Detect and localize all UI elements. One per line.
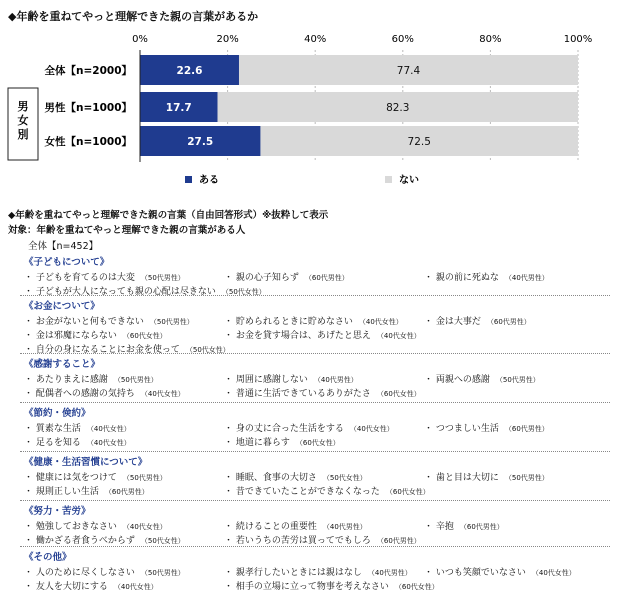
answer-text: ・ 規則正しい生活 (24, 487, 99, 497)
answer-category (24, 454, 610, 497)
respondent-label: （50代女性） (185, 346, 230, 354)
x-tick-label: 40% (304, 34, 327, 45)
answer-list (24, 470, 610, 497)
answer-text: ・ 睡眠、食事の大切さ (224, 473, 317, 483)
answer-list (24, 372, 610, 399)
answer-item (24, 533, 224, 546)
respondent-label: （50代女性） (221, 288, 266, 296)
category-title: 《節約・倹約》 (24, 408, 91, 419)
category-label: 女性【n=1000】 (44, 136, 132, 148)
answer-item (424, 270, 610, 283)
respondent-label: （60代女性） (295, 439, 340, 447)
answer-text: ・ 金は大事だ (424, 317, 481, 327)
answer-item (224, 328, 424, 341)
answer-category (24, 298, 610, 355)
category-separator (20, 546, 610, 547)
respondent-label: （50代男性） (140, 569, 185, 577)
answer-text: ・ 友人を大切にする (24, 582, 108, 592)
respondent-label: （60代男性） (104, 488, 149, 496)
answer-text: ・ 周囲に感謝しない (224, 375, 308, 385)
respondent-label: （60代女性） (122, 332, 167, 340)
respondent-label: （40代男性） (367, 569, 412, 577)
answer-text: ・ 配偶者への感謝の気持ち (24, 389, 135, 399)
answer-item (224, 579, 439, 592)
category-separator (20, 451, 610, 452)
answer-item (224, 470, 424, 483)
answer-category (24, 254, 610, 297)
answer-text: ・ 質素な生活 (24, 424, 81, 434)
answer-text: ・ 足るを知る (24, 438, 81, 448)
answer-item (224, 372, 424, 385)
respondent-label: （40代女性） (140, 390, 185, 398)
respondent-label: （50代男性） (113, 376, 158, 384)
answer-item (24, 579, 224, 592)
answer-item (24, 519, 224, 532)
x-tick-label: 0% (132, 34, 148, 45)
answer-text: ・ 歯と目は大切に (424, 473, 499, 483)
respondent-label: （50代男性） (504, 474, 549, 482)
answer-item (424, 565, 610, 578)
stacked-bar-chart (0, 0, 620, 200)
answer-text: ・ つつましい生活 (424, 424, 499, 434)
respondent-label: （50代男性） (149, 318, 194, 326)
answer-text: ・ 親の前に死ぬな (424, 273, 499, 283)
answer-text: ・ 人のために尽くしなさい (24, 568, 135, 578)
answer-text: ・ お金がないと何もできない (24, 317, 144, 327)
answer-text: ・ あたりまえに感謝 (24, 375, 108, 385)
legend-label: ない (399, 175, 419, 186)
answer-item (224, 519, 424, 532)
x-tick-label: 60% (391, 34, 414, 45)
chart-title: ◆年齢を重ねてやっと理解できた親の言葉があるか (8, 10, 259, 23)
answer-list (24, 519, 610, 546)
x-tick-label: 20% (216, 34, 239, 45)
respondent-label: （60代女性） (385, 488, 430, 496)
data-label: 27.5 (187, 136, 214, 148)
answer-list (24, 565, 610, 592)
answer-item (24, 372, 224, 385)
respondent-label: （40代女性） (358, 318, 403, 326)
respondent-label: （50代男性） (122, 474, 167, 482)
answer-item (224, 565, 424, 578)
answer-item (424, 314, 610, 327)
answer-text: ・ 貯められるときに貯めなさい (224, 317, 353, 327)
answer-text: ・ 普通に生活できているありがたさ (224, 389, 371, 399)
answer-item (224, 386, 424, 399)
answer-item (24, 386, 224, 399)
answer-item (424, 470, 610, 483)
answer-item (424, 519, 610, 532)
answer-text: ・ 子どもを育てるのは大変 (24, 273, 135, 283)
respondent-label: （40代男性） (322, 523, 367, 531)
answer-text: ・ 親の心子知らず (224, 273, 299, 283)
answer-text: ・ 続けることの重要性 (224, 522, 317, 532)
answer-item (24, 328, 224, 341)
section2-sample: 全体【n=452】 (28, 241, 99, 252)
answer-item (224, 421, 424, 434)
respondent-label: （50代女性） (322, 474, 367, 482)
legend-swatch (385, 176, 392, 183)
respondent-label: （40代女性） (376, 332, 421, 340)
x-tick-label: 80% (479, 34, 502, 45)
answer-item (424, 372, 610, 385)
section2-target: 対象：年齢を重ねてやっと理解できた親の言葉がある人 (8, 225, 246, 236)
category-title: 《感謝すること》 (24, 359, 101, 370)
answer-item (224, 435, 424, 448)
answer-item (24, 470, 224, 483)
answer-item (424, 328, 610, 341)
answer-item (224, 270, 424, 283)
category-separator (20, 500, 610, 501)
answer-text: ・ 身の丈に合った生活をする (224, 424, 344, 434)
answer-text: ・ 働かざる者食うべからず (24, 536, 135, 546)
answer-text: ・ 昔できていたことができなくなった (224, 487, 380, 497)
answer-category (24, 503, 610, 546)
data-label: 72.5 (407, 136, 431, 148)
legend-swatch (185, 176, 192, 183)
category-title: 《努力・苦労》 (24, 506, 91, 517)
answer-text: ・ 自分の身になることにお金を使って (24, 345, 180, 355)
respondent-label: （60代男性） (376, 537, 421, 545)
section2-title: ◆年齢を重ねてやっと理解できた親の言葉（自由回答形式）※抜粋して表示 (8, 210, 329, 221)
answer-category (24, 549, 610, 592)
group-label-char: 男 (17, 100, 29, 113)
answer-item (24, 314, 224, 327)
answer-item (24, 484, 224, 497)
answer-item (24, 435, 224, 448)
category-title: 《健康・生活習慣について》 (24, 457, 148, 468)
group-label-char: 別 (17, 128, 29, 141)
respondent-label: （40代男性） (313, 376, 358, 384)
answer-item (224, 314, 424, 327)
answer-item (224, 484, 430, 497)
respondent-label: （50代男性） (495, 376, 540, 384)
answer-text: ・ 子どもが大人になっても親の心配は尽きない (24, 287, 216, 297)
answer-text: ・ いつも笑顔でいなさい (424, 568, 526, 578)
answer-text: ・ 辛抱 (424, 522, 454, 532)
answer-item (24, 421, 224, 434)
answer-item (24, 565, 224, 578)
category-separator (20, 353, 610, 354)
answer-text: ・ お金を貸す場合は、あげたと思え (224, 331, 371, 341)
data-label: 82.3 (386, 102, 410, 114)
answer-text: ・ 相手の立場に立って物事を考えなさい (224, 582, 389, 592)
answer-text: ・ 両親への感謝 (424, 375, 490, 385)
respondent-label: （60代男性） (486, 318, 531, 326)
category-label: 男性【n=1000】 (44, 102, 132, 114)
answer-text: ・ 金は邪魔にならない (24, 331, 117, 341)
respondent-label: （60代女性） (376, 390, 421, 398)
legend-label: ある (199, 175, 219, 186)
respondent-label: （50代男性） (140, 274, 185, 282)
answer-item (424, 421, 610, 434)
answer-list (24, 314, 610, 355)
answer-text: ・ 健康には気をつけて (24, 473, 117, 483)
respondent-label: （40代女性） (531, 569, 576, 577)
answer-item (224, 533, 424, 546)
category-title: 《子どもについて》 (24, 257, 110, 268)
category-title: 《お金について》 (24, 301, 100, 312)
category-separator (20, 402, 610, 403)
answer-list (24, 421, 610, 448)
respondent-label: （60代男性） (459, 523, 504, 531)
answer-item (24, 270, 224, 283)
category-label: 全体【n=2000】 (44, 65, 132, 77)
answer-text: ・ 若いうちの苦労は買ってでもしろ (224, 536, 371, 546)
respondent-label: （60代女性） (394, 583, 439, 591)
respondent-label: （50代女性） (140, 537, 185, 545)
x-tick-label: 100% (563, 34, 593, 45)
answer-text: ・ 地道に暮らす (224, 438, 290, 448)
answer-category (24, 405, 610, 448)
answer-text: ・ 親孝行したいときには親はなし (224, 568, 362, 578)
respondent-label: （40代女性） (86, 425, 131, 433)
respondent-label: （40代女性） (113, 583, 158, 591)
respondent-label: （40代女性） (122, 523, 167, 531)
group-label-char: 女 (17, 114, 29, 127)
answer-list (24, 270, 610, 297)
respondent-label: （40代女性） (349, 425, 394, 433)
respondent-label: （60代男性） (304, 274, 349, 282)
data-label: 77.4 (396, 65, 421, 77)
data-label: 22.6 (176, 65, 203, 77)
answer-category (24, 356, 610, 399)
respondent-label: （40代男性） (504, 274, 549, 282)
data-label: 17.7 (165, 102, 192, 114)
category-title: 《その他》 (24, 552, 72, 563)
respondent-label: （60代男性） (504, 425, 549, 433)
category-separator (20, 295, 610, 296)
answer-text: ・ 勉強しておきなさい (24, 522, 117, 532)
respondent-label: （40代女性） (86, 439, 131, 447)
